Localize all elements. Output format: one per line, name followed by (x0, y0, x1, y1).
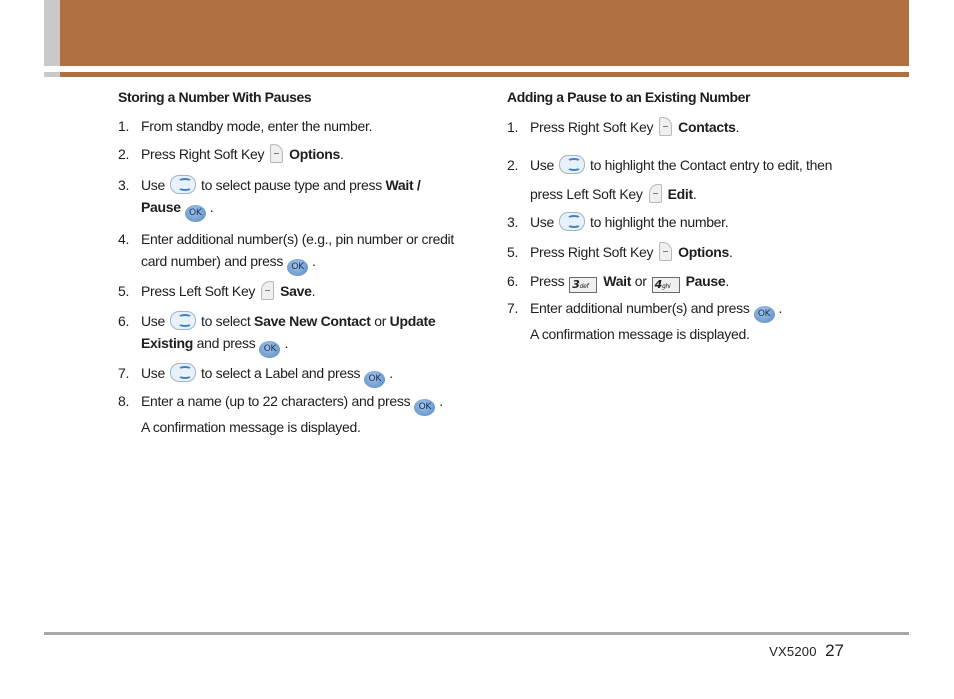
navigation-key-icon (559, 155, 585, 174)
header-grey-rule (44, 72, 60, 77)
model-name: VX5200 (769, 644, 817, 659)
right-column: Adding a Pause to an Existing Number 1. Press Right Soft Key Contacts. 2. Use to highlight the Contact entry to edit, then press Left Soft Key Edit. 3. Use to highlight the number. 5. Press Right Soft Key Options. 6. Press 3def Wait or 4ghi Pause. 7. Enter additional number(s) and press OK . A confirmation message is displayed. (507, 88, 867, 106)
navigation-key-icon (559, 212, 585, 231)
left-section-title: Storing a Number With Pauses (118, 89, 312, 105)
ok-key-icon: OK (364, 371, 385, 388)
header-grey-tab (44, 0, 60, 66)
right-section-title: Adding a Pause to an Existing Number (507, 89, 751, 105)
navigation-key-icon (170, 175, 196, 194)
footer-rule (44, 632, 909, 635)
header-rule (60, 72, 909, 77)
left-soft-key-icon (261, 281, 274, 300)
four-key-icon: 4ghi (652, 277, 680, 293)
header-bar (60, 0, 909, 66)
right-soft-key-icon (270, 144, 283, 163)
ok-key-icon: OK (185, 205, 206, 222)
page-number: 27 (825, 641, 844, 660)
three-key-icon: 3def (569, 277, 597, 293)
navigation-key-icon (170, 363, 196, 382)
left-soft-key-icon (649, 184, 662, 203)
navigation-key-icon (170, 311, 196, 330)
ok-key-icon: OK (287, 259, 308, 276)
right-soft-key-icon (659, 117, 672, 136)
ok-key-icon: OK (259, 341, 280, 358)
page-footer (769, 641, 844, 661)
ok-key-icon: OK (414, 399, 435, 416)
left-column: Storing a Number With Pauses 1. From standby mode, enter the number. 2. Press Right Soft Key Options. 3. Use to select pause type and press Wait / Pause OK . 4. Enter additional number(s) (e.g., pin number or credit card number) and press OK . 5. Press Left Soft Key Save. 6. Use to select Save New Contact or Update Existing and press OK . 7. Use to select a Label and press OK . 8. Enter a name (up to 22 characters) and press OK . A confirmation message is displayed. (118, 88, 478, 106)
ok-key-icon: OK (754, 306, 775, 323)
right-soft-key-icon (659, 242, 672, 261)
